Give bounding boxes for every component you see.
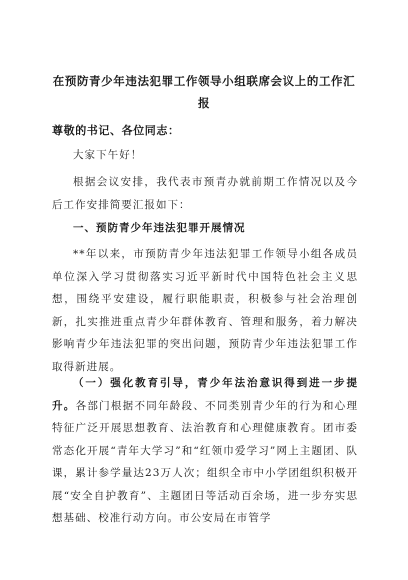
opening-paragraph: 大家下午好！ — [73, 149, 143, 161]
salutation: 尊敬的书记、各位同志： — [52, 124, 180, 137]
intro-paragraph: 根据会议安排，我代表市预青办就前期工作情况以及今后工作安排简要汇报如下： — [52, 176, 358, 211]
section-heading: 一、预防青少年违法犯罪开展情况 — [73, 222, 246, 234]
subsection-heading: （一）强化教育引导，青少年法治意识得到进一步提升。 — [52, 377, 358, 412]
section-body-paragraph: **年以来，市预防青少年违法犯罪工作领导小组各成员单位深入学习贯彻落实习近平新时代中国特色社会主义思想，围绕平安建设，履行职能职责，积极参与社会治理创新，扎实推进重点青少年群体教育、管理和服务，着力解决影响青少年违法犯罪的突出问题，预防青少年违法犯罪工作取得新进展。 — [52, 248, 358, 373]
subsection-body: 各部门根据不同年龄段、不同类别青少年的行为和心理特征广泛开展思想教育、法治教育和心理健康教育。团市委常态化开展“青年大学习”和“红领巾爱学习”网上主题团、队课，累计参学量达23万人次；组织全市中小学团组织积极开展“安全自护教育”、主题团日等活动百余场，进一步夯实思想基础、校准行动方向。市公安局在市管学 — [52, 399, 358, 524]
document-title: 在预防青少年违法犯罪工作领导小组联席会议上的工作汇报 — [52, 74, 356, 110]
subsection-paragraph — [52, 372, 358, 530]
